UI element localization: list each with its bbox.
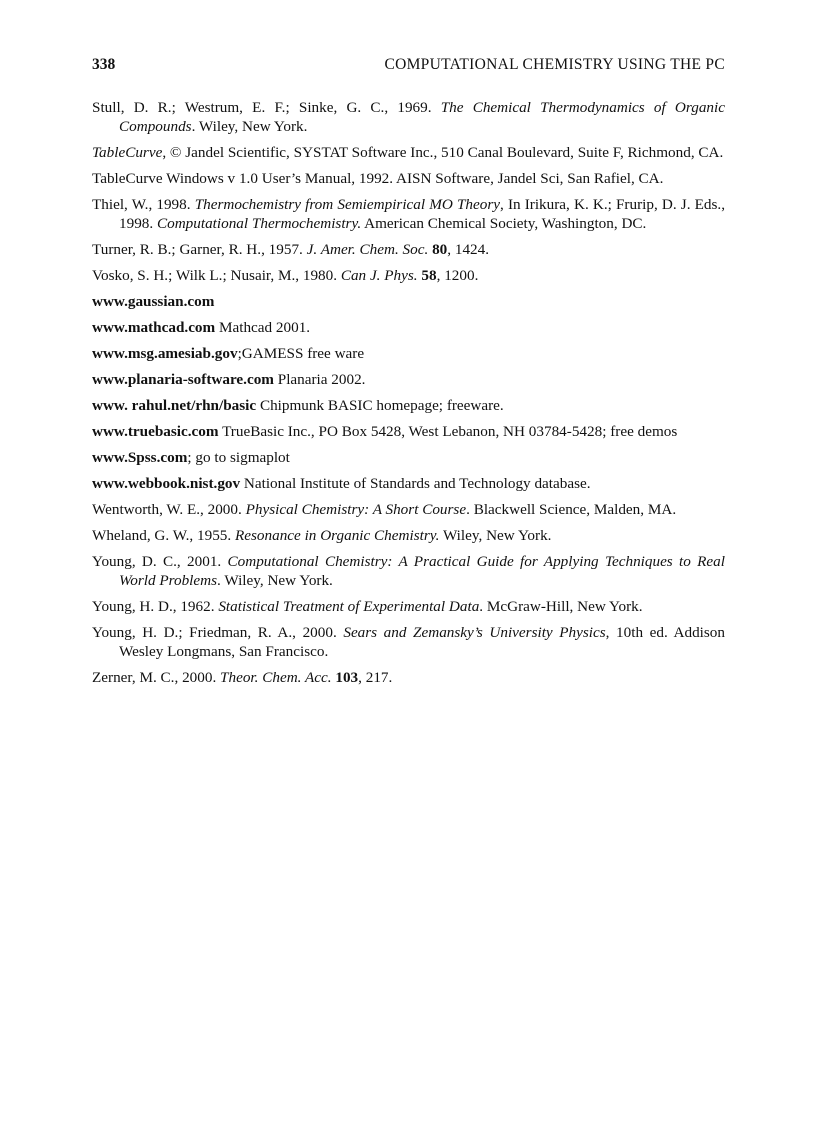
reference-text-run: Can J. Phys. xyxy=(340,267,418,284)
reference-entry-turner xyxy=(92,240,725,259)
reference-list xyxy=(92,98,725,687)
book-page xyxy=(92,56,725,694)
reference-text-run: Zerner, M. C., 2000. xyxy=(92,669,221,686)
reference-entry-tablecurve xyxy=(92,143,725,162)
reference-text-run: www.truebasic.com xyxy=(92,423,219,440)
reference-text-run: Stull, D. R.; Westrum, E. F.; Sinke, G. C., 1969. xyxy=(92,99,441,116)
reference-entry-young-hd-2000 xyxy=(92,623,725,661)
reference-text-run: , 10th ed. Addison Wesley Longmans, San Francisco. xyxy=(119,624,725,660)
reference-entry-rahul xyxy=(92,396,725,415)
reference-text-run: , © Jandel Scientific, SYSTAT Software Inc., 510 Canal Boulevard, Suite F, Richmond, CA. xyxy=(162,144,724,161)
reference-text-run: www.gaussian.com xyxy=(92,293,215,310)
reference-text-run: Young, D. C., 2001. xyxy=(92,553,228,570)
reference-text-run: Thiel, W., 1998. xyxy=(92,196,195,213)
reference-entry-msg xyxy=(92,344,725,363)
reference-text-run: 80 xyxy=(432,241,448,258)
reference-text-run: Wentworth, W. E., 2000. xyxy=(92,501,246,518)
reference-text-run: National Institute of Standards and Technology database. xyxy=(240,475,591,492)
reference-text-run: www.planaria-software.com xyxy=(92,371,274,388)
reference-text-run: Planaria 2002. xyxy=(273,371,366,388)
reference-entry-mathcad xyxy=(92,318,725,337)
reference-entry-wentworth xyxy=(92,500,725,519)
reference-text-run: Turner, R. B.; Garner, R. H., 1957. xyxy=(92,241,307,258)
reference-text-run: 58 xyxy=(421,267,437,284)
reference-text-run: , 1200. xyxy=(436,267,479,284)
reference-text-run: Mathcad 2001. xyxy=(215,319,311,336)
reference-text-run: www.Spss.com xyxy=(92,449,188,466)
reference-entry-thiel xyxy=(92,195,725,233)
reference-text-run: 103 xyxy=(335,669,359,686)
page-number: 338 xyxy=(92,56,116,73)
reference-text-run: Physical Chemistry: A Short Course xyxy=(245,501,467,518)
reference-text-run: . Wiley, New York. xyxy=(191,118,308,135)
running-header xyxy=(92,56,725,78)
reference-entry-young-dc xyxy=(92,552,725,590)
reference-text-run: . McGraw-Hill, New York. xyxy=(479,598,643,615)
reference-text-run: J. Amer. Chem. Soc. xyxy=(306,241,429,258)
reference-entry-wheland xyxy=(92,526,725,545)
reference-text-run: , 217. xyxy=(358,669,393,686)
reference-text-run: The Chemical Thermodynamics of Organic Compounds xyxy=(119,99,725,135)
reference-text-run: Statistical Treatment of Experimental Data xyxy=(218,598,480,615)
reference-text-run: TableCurve xyxy=(92,144,163,161)
reference-text-run: www.webbook.nist.gov xyxy=(92,475,241,492)
reference-text-run: www.mathcad.com xyxy=(92,319,216,336)
reference-text-run: Computational Thermochemistry. xyxy=(156,215,362,232)
reference-text-run: www.msg.amesiab.gov xyxy=(92,345,238,362)
reference-text-run: ;GAMESS free ware xyxy=(237,345,365,362)
reference-text-run: Young, H. D., 1962. xyxy=(92,598,219,615)
reference-text-run: , In Irikura, K. K.; Frurip, D. J. Eds., 1998. xyxy=(119,196,725,232)
reference-text-run: Theor. Chem. Acc. xyxy=(220,669,332,686)
reference-text-run: TrueBasic Inc., PO Box 5428, West Lebanon, NH 03784-5428; free demos xyxy=(218,423,678,440)
reference-text-run: ; go to sigmaplot xyxy=(187,449,290,466)
running-title: COMPUTATIONAL CHEMISTRY USING THE PC xyxy=(384,56,725,73)
reference-entry-tablecurve-manual xyxy=(92,169,725,188)
reference-text-run: TableCurve Windows v 1.0 User’s Manual, 1992. AISN Software, Jandel Sci, San Rafiel, CA. xyxy=(92,170,664,187)
reference-entry-spss xyxy=(92,448,725,467)
reference-text-run: Sears and Zemansky’s University Physics xyxy=(343,624,606,641)
reference-text-run: . Wiley, New York. xyxy=(217,572,333,589)
reference-text-run: Young, H. D.; Friedman, R. A., 2000. xyxy=(92,624,344,641)
reference-entry-truebasic xyxy=(92,422,725,441)
reference-text-run: Thermochemistry from Semiempirical MO Theory xyxy=(194,196,501,213)
reference-text-run: American Chemical Society, Washington, DC. xyxy=(361,215,647,232)
reference-entry-stull xyxy=(92,98,725,136)
reference-text-run: , 1424. xyxy=(447,241,490,258)
reference-text-run: Chipmunk BASIC homepage; freeware. xyxy=(256,397,504,414)
reference-entry-young-hd-1962 xyxy=(92,597,725,616)
reference-text-run: Wiley, New York. xyxy=(439,527,552,544)
reference-text-run: . Blackwell Science, Malden, MA. xyxy=(466,501,677,518)
reference-entry-gaussian xyxy=(92,292,725,311)
reference-entry-zerner xyxy=(92,668,725,687)
reference-entry-planaria xyxy=(92,370,725,389)
reference-text-run: www. rahul.net/rhn/basic xyxy=(92,397,257,414)
reference-entry-vosko xyxy=(92,266,725,285)
reference-text-run: Vosko, S. H.; Wilk L.; Nusair, M., 1980. xyxy=(92,267,341,284)
reference-entry-webbook xyxy=(92,474,725,493)
reference-text-run: Resonance in Organic Chemistry. xyxy=(235,527,440,544)
reference-text-run: Computational Chemistry: A Practical Guide for Applying Techniques to Real World Problems xyxy=(119,553,725,589)
reference-text-run: Wheland, G. W., 1955. xyxy=(92,527,235,544)
